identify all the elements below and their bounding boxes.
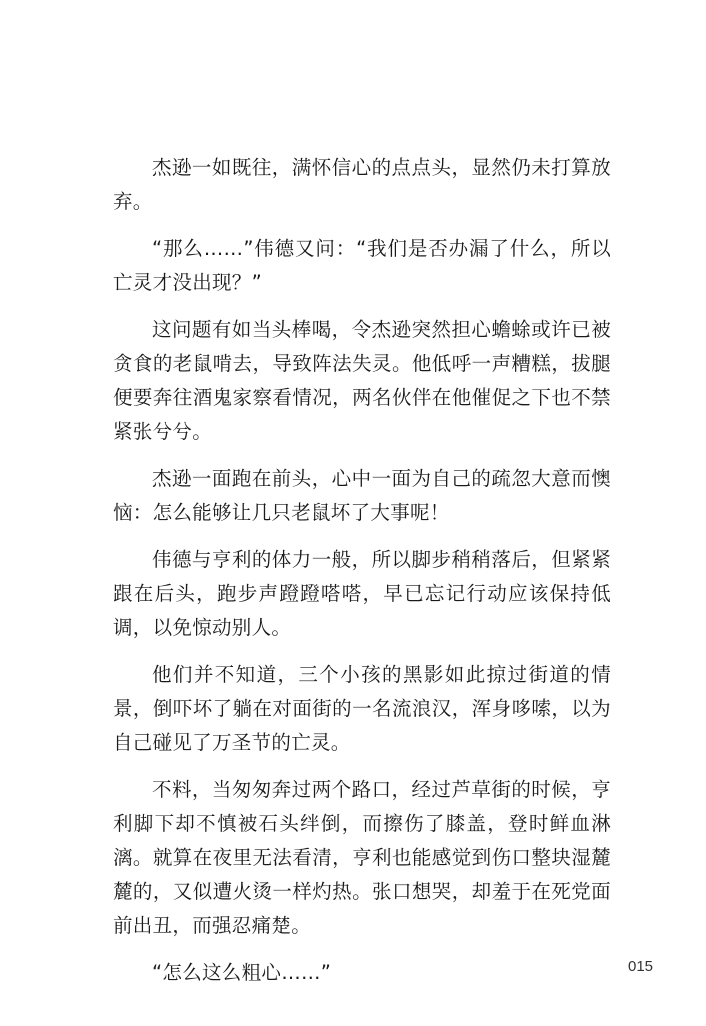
paragraph: 这问题有如当头棒喝，令杰逊突然担心蟾蜍或许已被贪食的老鼠啃去，导致阵法失灵。他低呼一声糟糕，拔腿便要奔往酒鬼家察看情况，两名伙伴在他催促之下也不禁紧张兮兮。 <box>113 318 611 443</box>
paragraph: 不料，当匆匆奔过两个路口，经过芦草街的时候，亨利脚下却不慎被石头绊倒，而擦伤了膝盖，登时鲜血淋漓。就算在夜里无法看清，亨利也能感觉到伤口整块湿麓麓的，又似遭火烫一样灼热。张口想哭，却羞于在死党面前出丑，而强忍痛楚。 <box>113 778 611 937</box>
page-number: 015 <box>628 958 654 975</box>
paragraph: 杰逊一面跑在前头，心中一面为自己的疏忽大意而懊恼：怎么能够让几只老鼠坏了大事呢！ <box>113 467 611 524</box>
paragraph: 伟德与亨利的体力一般，所以脚步稍稍落后，但紧紧跟在后头，跑步声蹬蹬嗒嗒，早已忘记行动应该保持低调，以免惊动别人。 <box>113 548 611 639</box>
paragraph: 杰逊一如既往，满怀信心的点点头，显然仍未打算放弃。 <box>113 156 611 213</box>
paragraph: “那么……”伟德又问：“我们是否办漏了什么，所以亡灵才没出现？” <box>113 237 611 294</box>
paragraph: “怎么这么粗心……” <box>152 961 332 984</box>
paragraph: 他们并不知道，三个小孩的黑影如此掠过街道的情景，倒吓坏了躺在对面街的一名流浪汉，浑身哆嗦，以为自己碰见了万圣节的亡灵。 <box>113 663 611 754</box>
page-body <box>113 151 611 1003</box>
